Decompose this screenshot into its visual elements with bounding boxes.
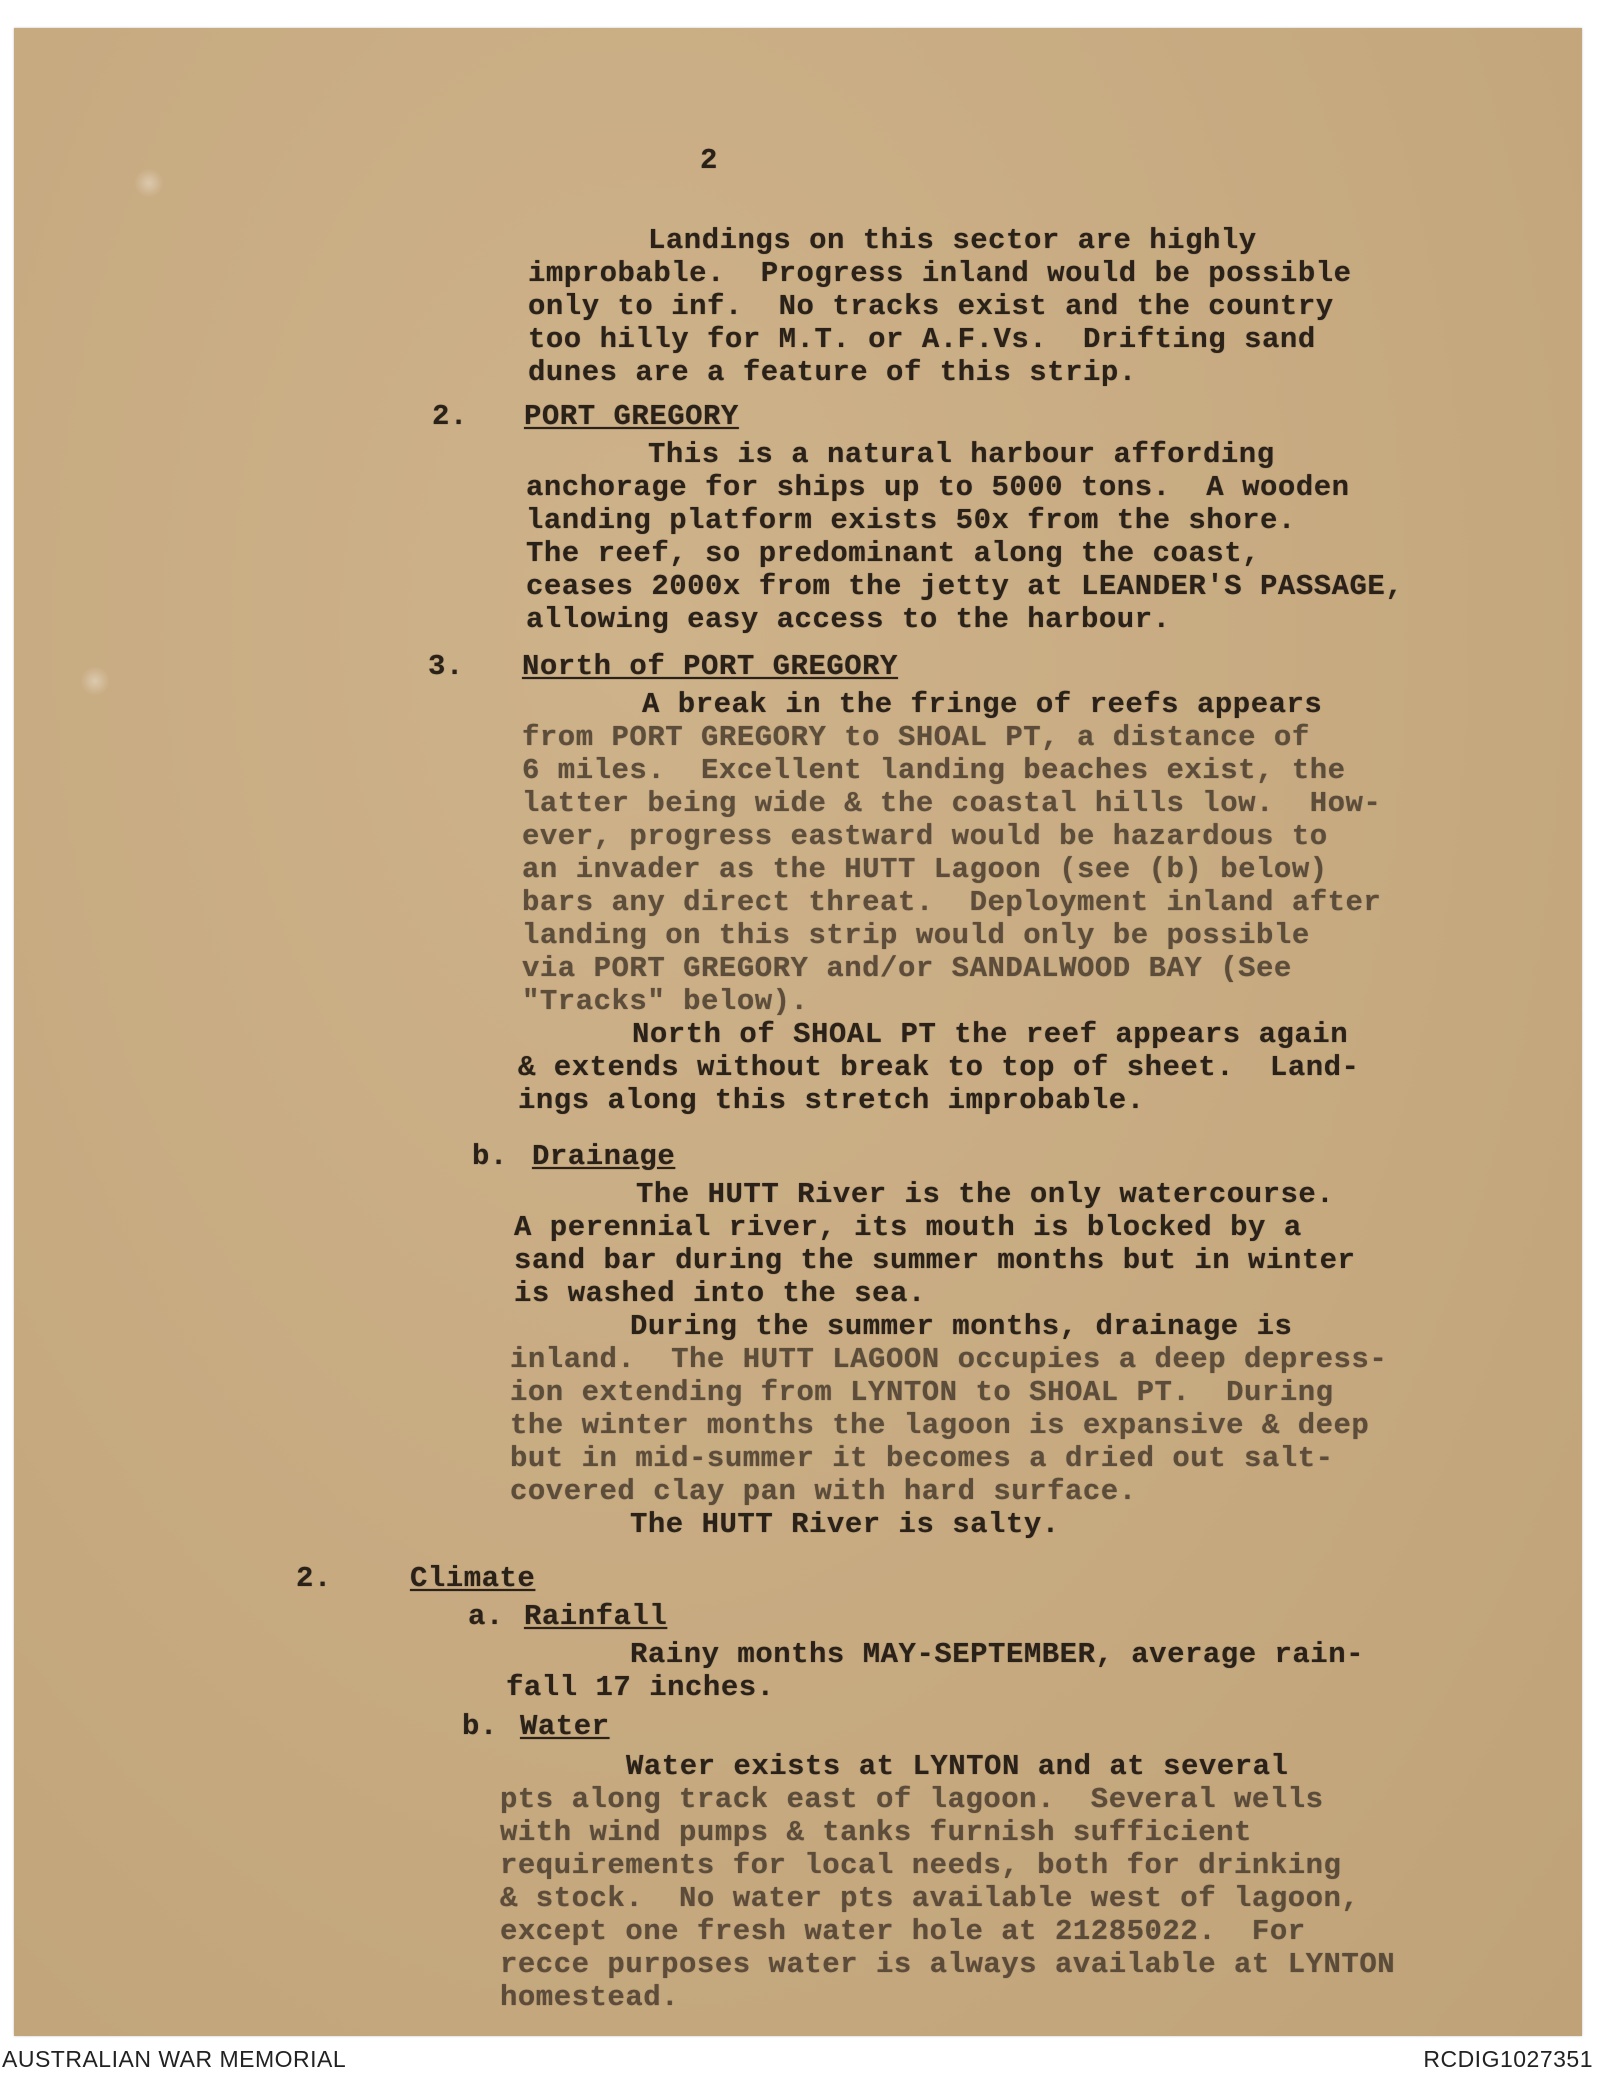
section-heading: Water (520, 1710, 610, 1743)
body-line: The HUTT River is the only watercourse. (636, 1178, 1335, 1211)
item-number: 2. (432, 400, 468, 433)
body-line: 6 miles. Excellent landing beaches exist, the (522, 754, 1346, 787)
body-line: pts along track east of lagoon. Several wells (500, 1783, 1324, 1816)
body-line: an invader as the HUTT Lagoon (see (b) below) (522, 853, 1328, 886)
body-line: The reef, so predominant along the coast, (526, 537, 1261, 570)
body-line: allowing easy access to the harbour. (526, 603, 1171, 636)
body-line: ings along this stretch improbable. (518, 1084, 1145, 1117)
section-heading: North of PORT GREGORY (522, 650, 898, 683)
body-line: fall 17 inches. (506, 1671, 775, 1704)
body-line: sand bar during the summer months but in winter (514, 1244, 1356, 1277)
body-line: Water exists at LYNTON and at several (626, 1750, 1289, 1783)
body-line: This is a natural harbour affording (648, 438, 1275, 471)
body-line: North of SHOAL PT the reef appears again (632, 1018, 1349, 1051)
body-line: ever, progress eastward would be hazardous to (522, 820, 1328, 853)
sector-line: improbable. Progress inland would be possible (528, 257, 1352, 290)
body-line: from PORT GREGORY to SHOAL PT, a distance of (522, 721, 1310, 754)
body-line: bars any direct threat. Deployment inland after (522, 886, 1382, 919)
body-line: anchorage for ships up to 5000 tons. A wooden (526, 471, 1350, 504)
body-line: inland. The HUTT LAGOON occupies a deep depress- (510, 1343, 1388, 1376)
body-line: ion extending from LYNTON to SHOAL PT. During (510, 1376, 1334, 1409)
body-line: requirements for local needs, both for drinking (500, 1849, 1342, 1882)
section-heading: Climate (410, 1562, 536, 1595)
body-line: via PORT GREGORY and/or SANDALWOOD BAY (See (522, 952, 1292, 985)
page-number: 2 (700, 144, 718, 177)
body-line: & extends without break to top of sheet. Land- (518, 1051, 1360, 1084)
sub-label: a. (468, 1600, 504, 1633)
punch-hole-mark (134, 168, 164, 198)
archive-credit: AUSTRALIAN WAR MEMORIAL (2, 2046, 347, 2072)
sector-line: Landings on this sector are highly (648, 224, 1257, 257)
sector-line: dunes are a feature of this strip. (528, 356, 1137, 389)
body-line: The HUTT River is salty. (630, 1508, 1060, 1541)
body-line: the winter months the lagoon is expansive & deep (510, 1409, 1370, 1442)
item-number: 2. (296, 1562, 332, 1595)
body-line: ceases 2000x from the jetty at LEANDER'S PASSAGE, (526, 570, 1404, 603)
section-heading: PORT GREGORY (524, 400, 739, 433)
body-line: & stock. No water pts available west of lagoon, (500, 1882, 1360, 1915)
body-line: landing platform exists 50x from the shore. (526, 504, 1296, 537)
body-line: latter being wide & the coastal hills low. How- (522, 787, 1382, 820)
body-line: "Tracks" below). (522, 985, 809, 1018)
sub-label: b. (472, 1140, 508, 1173)
body-line: covered clay pan with hard surface. (510, 1475, 1137, 1508)
section-heading: Drainage (532, 1140, 676, 1173)
sector-line: only to inf. No tracks exist and the country (528, 290, 1334, 323)
body-line: is washed into the sea. (514, 1277, 926, 1310)
document-page (14, 28, 1582, 2036)
item-number: 3. (428, 650, 464, 683)
body-line: During the summer months, drainage is (630, 1310, 1293, 1343)
body-line: but in mid-summer it becomes a dried out salt- (510, 1442, 1334, 1475)
section-heading: Rainfall (524, 1600, 668, 1633)
archive-id: RCDIG1027351 (1423, 2046, 1593, 2072)
body-line: Rainy months MAY-SEPTEMBER, average rain- (630, 1638, 1365, 1671)
body-line: with wind pumps & tanks furnish sufficient (500, 1816, 1252, 1849)
body-line: A break in the fringe of reefs appears (642, 688, 1323, 721)
sector-line: too hilly for M.T. or A.F.Vs. Drifting sand (528, 323, 1316, 356)
body-line: recce purposes water is always available at LYNTON (500, 1948, 1396, 1981)
body-line: homestead. (500, 1981, 680, 2014)
body-line: A perennial river, its mouth is blocked by a (514, 1211, 1302, 1244)
body-line: landing on this strip would only be possible (522, 919, 1310, 952)
body-line: except one fresh water hole at 21285022. For (500, 1915, 1306, 1948)
punch-hole-mark (80, 666, 110, 696)
sub-label: b. (462, 1710, 498, 1743)
